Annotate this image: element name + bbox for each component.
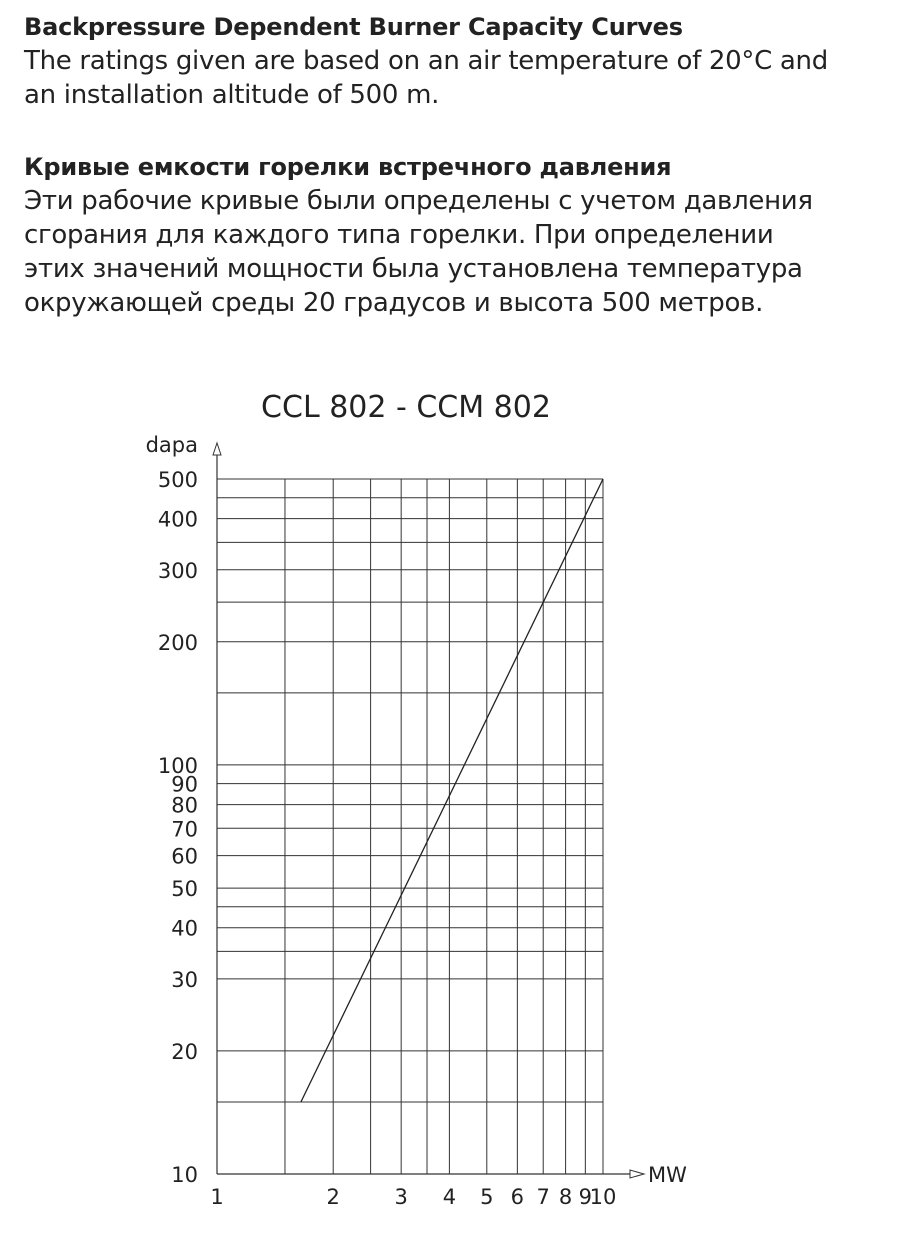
x-tick-label: 6 <box>510 1185 525 1209</box>
capacity-chart <box>0 370 904 1230</box>
chart-axes <box>213 443 644 1178</box>
russian-heading: Кривые емкости горелки встречного давления <box>24 153 672 181</box>
x-tick-label: 4 <box>442 1185 457 1209</box>
chart-grid <box>217 479 603 1174</box>
x-tick-label: 1 <box>210 1185 224 1209</box>
chart-title: CCL 802 - CCM 802 <box>261 390 551 425</box>
y-tick-label: 100 <box>157 753 198 778</box>
x-tick-label: 10 <box>589 1185 617 1209</box>
x-axis-arrow-icon <box>630 1170 644 1178</box>
capacity-curve-line <box>301 479 603 1102</box>
english-body-line: an installation altitude of 500 m. <box>24 80 440 110</box>
x-tick-label: 2 <box>326 1185 340 1209</box>
y-tick-label: 10 <box>171 1163 198 1187</box>
russian-body-line: окружающей среды 20 градусов и высота 500 метров. <box>24 288 764 318</box>
y-tick-label: 20 <box>171 1039 198 1064</box>
y-tick-label: 40 <box>171 916 198 941</box>
x-tick-label: 5 <box>480 1185 494 1209</box>
x-tick-label: 9 <box>578 1185 593 1209</box>
y-tick-label: 80 <box>171 793 198 818</box>
y-axis-arrow-icon <box>213 443 221 455</box>
russian-body-line: этих значений мощности была установлена температура <box>24 254 803 284</box>
x-tick-label: 3 <box>394 1185 408 1209</box>
russian-body-line: Эти рабочие кривые были определены с учетом давления <box>24 186 813 216</box>
english-body-line: The ratings given are based on an air temperature of 20°C and <box>24 46 828 76</box>
y-axis-label: dapa <box>145 433 198 457</box>
x-tick-label: 7 <box>536 1185 550 1209</box>
x-axis-label: MW <box>648 1163 687 1187</box>
y-tick-label: 400 <box>157 507 198 532</box>
y-tick-label: 90 <box>171 772 198 797</box>
intro-russian <box>24 150 894 320</box>
y-tick-label: 300 <box>157 558 198 583</box>
y-tick-label: 50 <box>171 877 198 902</box>
english-heading: Backpressure Dependent Burner Capacity Curves <box>24 13 683 41</box>
y-tick-label: 30 <box>171 967 198 992</box>
y-tick-label: 60 <box>171 844 198 869</box>
x-tick-label: 8 <box>558 1185 573 1209</box>
russian-body-line: сгорания для каждого типа горелки. При определении <box>24 220 774 250</box>
y-tick-label: 500 <box>157 468 198 492</box>
chart-tick-labels <box>146 433 688 1209</box>
intro-english <box>24 10 894 112</box>
y-tick-label: 70 <box>171 817 198 842</box>
y-tick-label: 200 <box>157 630 198 655</box>
chart-series <box>301 479 603 1102</box>
